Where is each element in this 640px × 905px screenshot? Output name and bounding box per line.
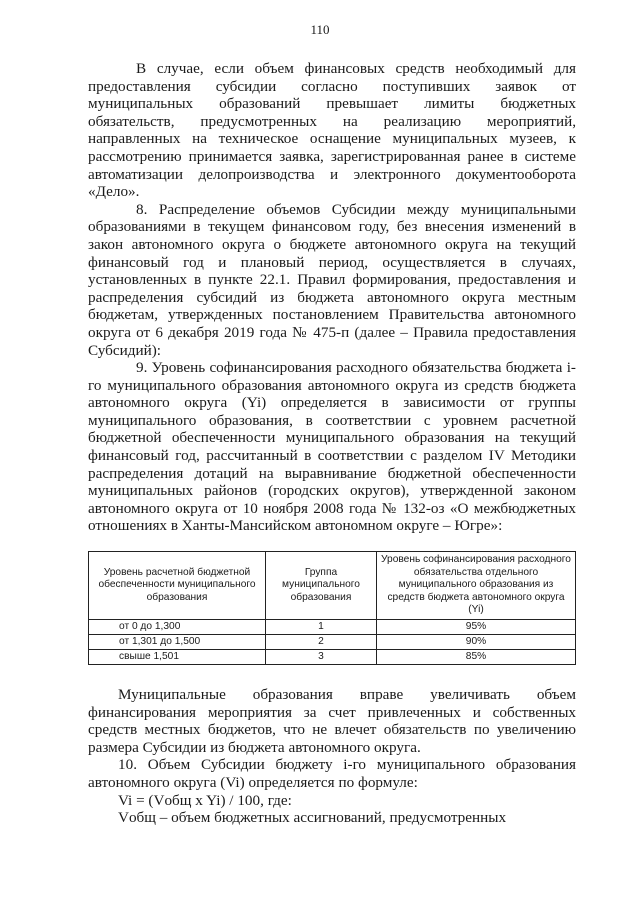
- document-body: [88, 60, 576, 535]
- table-row: [89, 619, 576, 634]
- paragraph-9-cofinancing: 9. Уровень софинансирования расходного обязательства бюджета i-го муниципального образования автономного округа из средств бюджета автономного округа (Yi) определяется в зависимости от группы муниципального образования, в соответствии с уровнем расчетной бюджетной обеспеченности муниципального образования на текущий финансовый год, рассчитанный в соответствии с разделом IV Методики распределения дотаций на выравнивание бюджетной обеспеченности муниципальных районов (городских округов), утвержденной законом автономного округа от 10 ноября 2008 года № 132-оз «О межбюджетных отношениях в Ханты-Мансийском автономном округе – Югре»:: [88, 359, 576, 535]
- paragraph-insufficient-funds: В случае, если объем финансовых средств необходимый для предоставления субсидии согласно поступивших заявок от муниципальных образований превышает лимиты бюджетных обязательств, предусмотренных на реализацию мероприятий, направленных на техническое оснащение муниципальных музеев, к рассмотрению принимается заявка, зарегистрированная ранее в системе автоматизации делопроизводства и электронного документооборота «Дело».: [88, 60, 576, 201]
- table-cell-percent: 90%: [377, 634, 576, 649]
- table-cell-percent: 85%: [377, 649, 576, 664]
- table-cell-level: от 0 до 1,300: [89, 619, 266, 634]
- table-cell-group: 1: [266, 619, 377, 634]
- table-header-cell: Группа муниципального образования: [266, 552, 377, 620]
- paragraph-10-subsidy-volume: 10. Объем Субсидии бюджету i-го муниципального образования автономного округа (Vi) определяется по формуле:: [88, 756, 576, 791]
- table-header-cell: Уровень расчетной бюджетной обеспеченности муниципального образования: [89, 552, 266, 620]
- cofinancing-table: [88, 551, 576, 665]
- table-row: [89, 649, 576, 664]
- paragraph-municipal-financing: Муниципальные образования вправе увеличивать объем финансирования мероприятия за счет привлеченных и собственных средств местных бюджетов, что не влечет обязательств по увеличению размера Субсидии из бюджета автономного округа.: [88, 686, 576, 756]
- table-cell-level: от 1,301 до 1,500: [89, 634, 266, 649]
- table-header-cell: Уровень софинансирования расходного обязательства отдельного муниципального образования из средств бюджета автономного округа (Yi): [377, 552, 576, 620]
- document-body-continued: [88, 686, 576, 827]
- table-cell-group: 2: [266, 634, 377, 649]
- formula: Vi = (Vобщ x Yi) / 100, где:: [118, 791, 292, 809]
- paragraph-vobsh-definition: Vобщ – объем бюджетных ассигнований, предусмотренных: [118, 809, 507, 827]
- table-cell-group: 3: [266, 649, 377, 664]
- paragraph-8-distribution: 8. Распределение объемов Субсидии между муниципальными образованиями в текущем финансовом году, без внесения изменений в закон автономного округа о бюджете автономного округа на текущий финансовый год и плановый период, осуществляется в случаях, установленных в пункте 22.1. Правил формирования, предоставления и распределения субсидий из бюджета автономного округа местным бюджетам, утвержденных постановлением Правительства автономного округа от 6 декабря 2019 года № 475-п (далее – Правила предоставления Субсидий):: [88, 200, 576, 359]
- table-header-row: [89, 552, 576, 620]
- table-cell-level: свыше 1,501: [89, 649, 266, 664]
- page-number: 110: [310, 22, 330, 37]
- table-cell-percent: 95%: [377, 619, 576, 634]
- table-row: [89, 634, 576, 649]
